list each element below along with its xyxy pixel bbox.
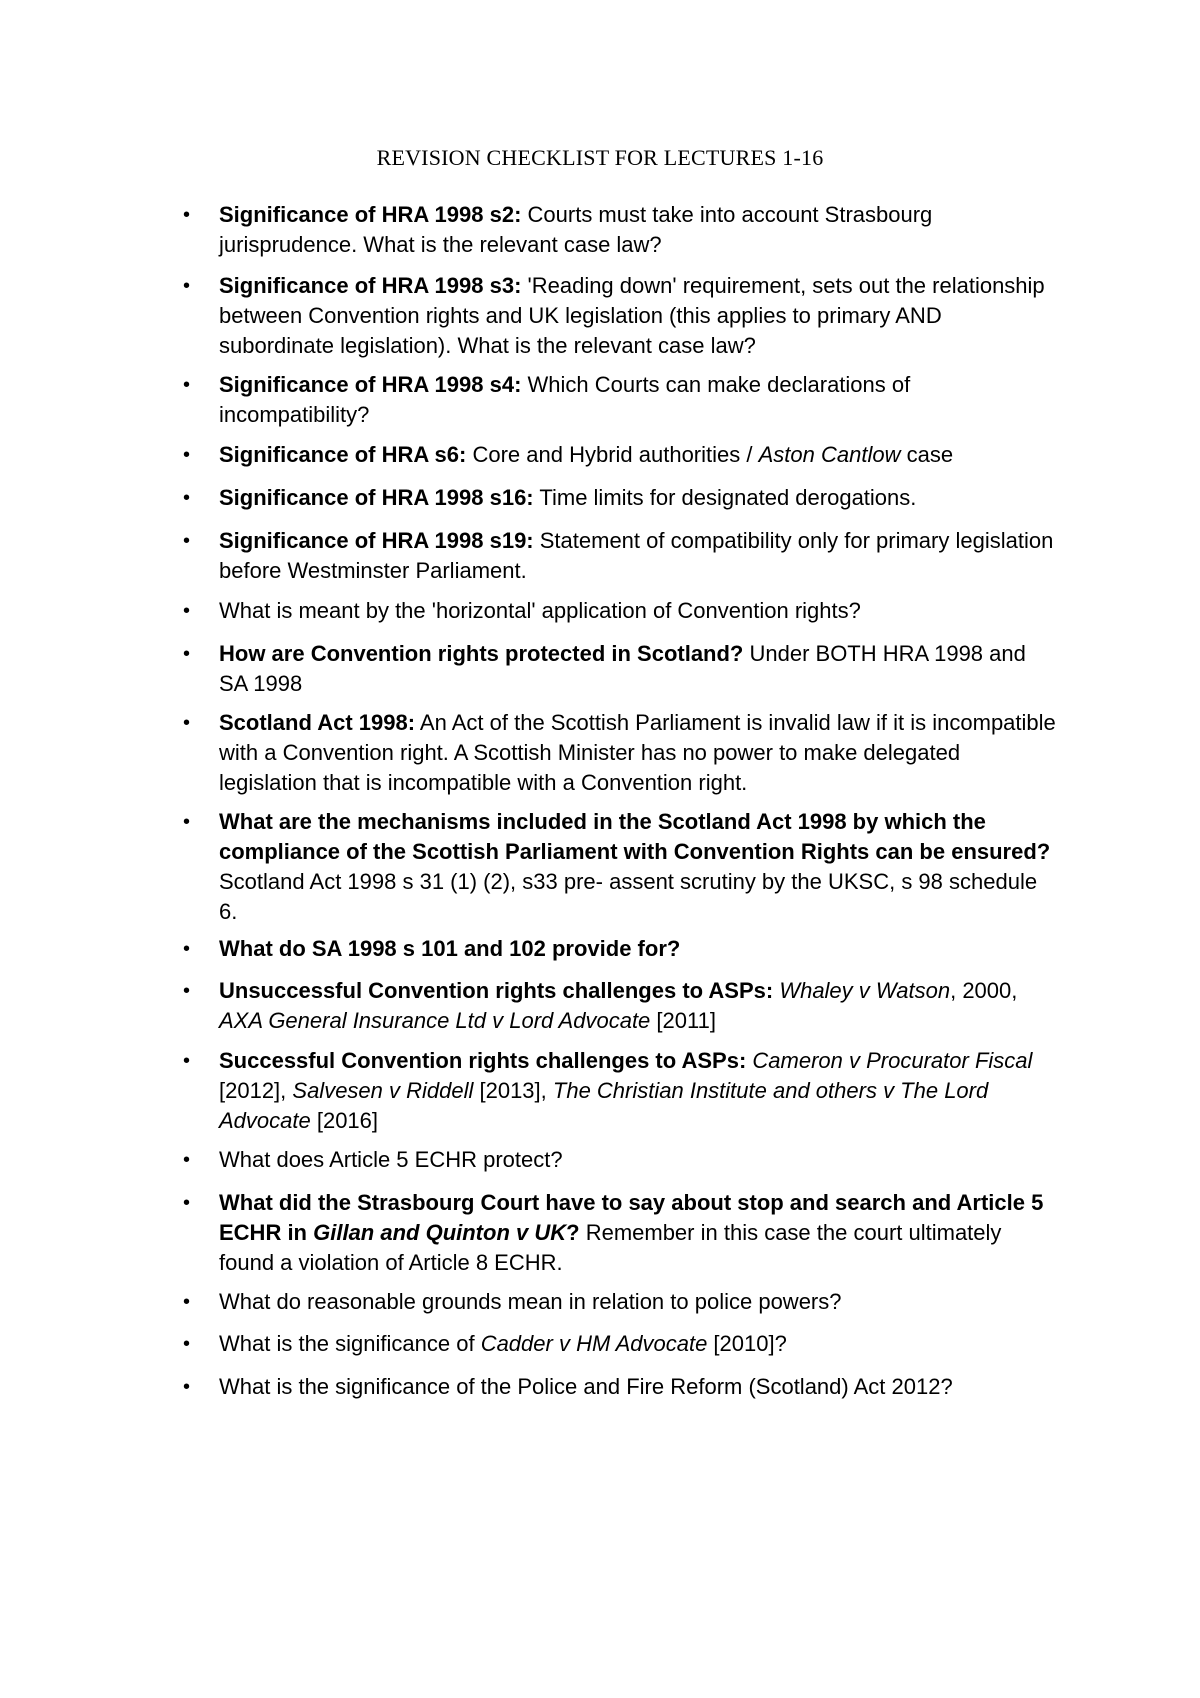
text-segment: Significance of HRA s6: xyxy=(219,442,467,467)
text-segment: Gillan and Quinton v UK xyxy=(313,1220,567,1245)
text-segment: [2010]? xyxy=(707,1331,787,1356)
bullet-point: • xyxy=(183,980,191,1002)
bullet-point: • xyxy=(183,1050,191,1072)
text-segment: Successful Convention rights challenges to ASPs: xyxy=(219,1048,747,1073)
text-segment: case xyxy=(900,442,954,467)
checklist-item-text xyxy=(219,1046,1059,1136)
text-segment: What is the significance of xyxy=(219,1331,481,1356)
bullet-point: • xyxy=(183,1192,191,1214)
text-segment: Statement of compatibility only for primary legislation before Westminster Parliament. xyxy=(219,528,1054,583)
checklist-item-text xyxy=(219,807,1059,927)
text-segment: Remember in this case the court ultimately found a violation of Article 8 ECHR. xyxy=(219,1220,1002,1275)
checklist-item-text xyxy=(219,271,1059,361)
checklist-item-text xyxy=(219,1329,1059,1359)
text-segment: Significance of HRA 1998 s19: xyxy=(219,528,534,553)
checklist-item-text xyxy=(219,440,1059,470)
text-segment: Significance of HRA 1998 s2: xyxy=(219,202,522,227)
text-segment: How are Convention rights protected in Scotland? xyxy=(219,641,744,666)
text-segment: What is meant by the 'horizontal' application of Convention rights? xyxy=(219,598,861,623)
checklist-item-text xyxy=(219,526,1059,586)
bullet-point: • xyxy=(183,374,191,396)
text-segment: [2016] xyxy=(310,1108,379,1133)
bullet-point: • xyxy=(183,204,191,226)
checklist-item-text xyxy=(219,1287,1059,1317)
text-segment: Core and Hybrid authorities / xyxy=(466,442,759,467)
bullet-point: • xyxy=(183,1149,191,1171)
text-segment: ? xyxy=(566,1220,580,1245)
text-segment: Unsuccessful Convention rights challenges to ASPs: xyxy=(219,978,774,1003)
text-segment: [2012], xyxy=(219,1078,293,1103)
text-segment: Significance of HRA 1998 s4: xyxy=(219,372,522,397)
checklist-item-text xyxy=(219,976,1059,1036)
text-segment: Significance of HRA 1998 s3: xyxy=(219,273,522,298)
text-segment: Cadder v HM Advocate xyxy=(480,1331,708,1356)
bullet-point: • xyxy=(183,444,191,466)
checklist-item-text xyxy=(219,639,1059,699)
text-segment: Significance of HRA 1998 s16: xyxy=(219,485,534,510)
checklist-item-text xyxy=(219,1188,1059,1278)
text-segment: [2013], xyxy=(473,1078,553,1103)
text-segment: What are the mechanisms included in the Scotland Act 1998 by which the compliance of the Scottish Parliament with Convention Rights can be ensured? xyxy=(219,809,1051,864)
text-segment: Courts must take into account Strasbourg jurisprudence. What is the relevant case law? xyxy=(219,202,933,257)
bullet-point: • xyxy=(183,643,191,665)
checklist-item-text xyxy=(219,1145,1059,1175)
text-segment: Salvesen v Riddell xyxy=(292,1078,474,1103)
checklist-item-text xyxy=(219,370,1059,430)
text-segment: Whaley v Watson xyxy=(779,978,951,1003)
text-segment: AXA General Insurance Ltd v Lord Advocate xyxy=(219,1008,651,1033)
bullet-point: • xyxy=(183,530,191,552)
text-segment: What do reasonable grounds mean in relation to police powers? xyxy=(219,1289,842,1314)
text-segment: , 2000, xyxy=(950,978,1018,1003)
bullet-point: • xyxy=(183,811,191,833)
checklist-item-text xyxy=(219,200,1059,260)
text-segment: Under BOTH HRA 1998 and SA 1998 xyxy=(219,641,1026,696)
text-segment: [2011] xyxy=(650,1008,716,1033)
text-segment: What is the significance of the Police and Fire Reform (Scotland) Act 2012? xyxy=(219,1374,953,1399)
checklist-item-text xyxy=(219,483,1059,513)
bullet-point: • xyxy=(183,487,191,509)
text-segment: What does Article 5 ECHR protect? xyxy=(219,1147,563,1172)
bullet-point: • xyxy=(183,1291,191,1313)
text-segment: The Christian Institute and others v The Lord Advocate xyxy=(219,1078,989,1133)
checklist-item-text xyxy=(219,934,1059,964)
text-segment: Cameron v Procurator Fiscal xyxy=(752,1048,1033,1073)
text-segment: What did the Strasbourg Court have to say about stop and search and Article 5 ECHR in xyxy=(219,1190,1044,1245)
text-segment: 'Reading down' requirement, sets out the relationship between Convention rights and UK legislation (this applies to primary AND subordinate legislation). What is the relevant case law? xyxy=(219,273,1045,358)
bullet-point: • xyxy=(183,1333,191,1355)
bullet-point: • xyxy=(183,938,191,960)
text-segment: What do SA 1998 s 101 and 102 provide for? xyxy=(219,936,681,961)
bullet-point: • xyxy=(183,712,191,734)
text-segment: An Act of the Scottish Parliament is invalid law if it is incompatible with a Convention right. A Scottish Minister has no power to make delegated legislation that is incompatible with a Convention right. xyxy=(219,710,1056,795)
checklist-item-text xyxy=(219,708,1059,798)
bullet-point: • xyxy=(183,1376,191,1398)
page-title: REVISION CHECKLIST FOR LECTURES 1-16 xyxy=(376,145,824,170)
text-segment: Scotland Act 1998: xyxy=(219,710,416,735)
checklist-item-text xyxy=(219,1372,1059,1402)
text-segment: Scotland Act 1998 s 31 (1) (2), s33 pre- assent scrutiny by the UKSC, s 98 schedule 6. xyxy=(219,869,1038,924)
bullet-point: • xyxy=(183,600,191,622)
text-segment: Which Courts can make declarations of incompatibility? xyxy=(219,372,911,427)
checklist-item-text xyxy=(219,596,1059,626)
text-segment: Time limits for designated derogations. xyxy=(533,485,917,510)
text-segment: Aston Cantlow xyxy=(758,442,901,467)
bullet-point: • xyxy=(183,275,191,297)
